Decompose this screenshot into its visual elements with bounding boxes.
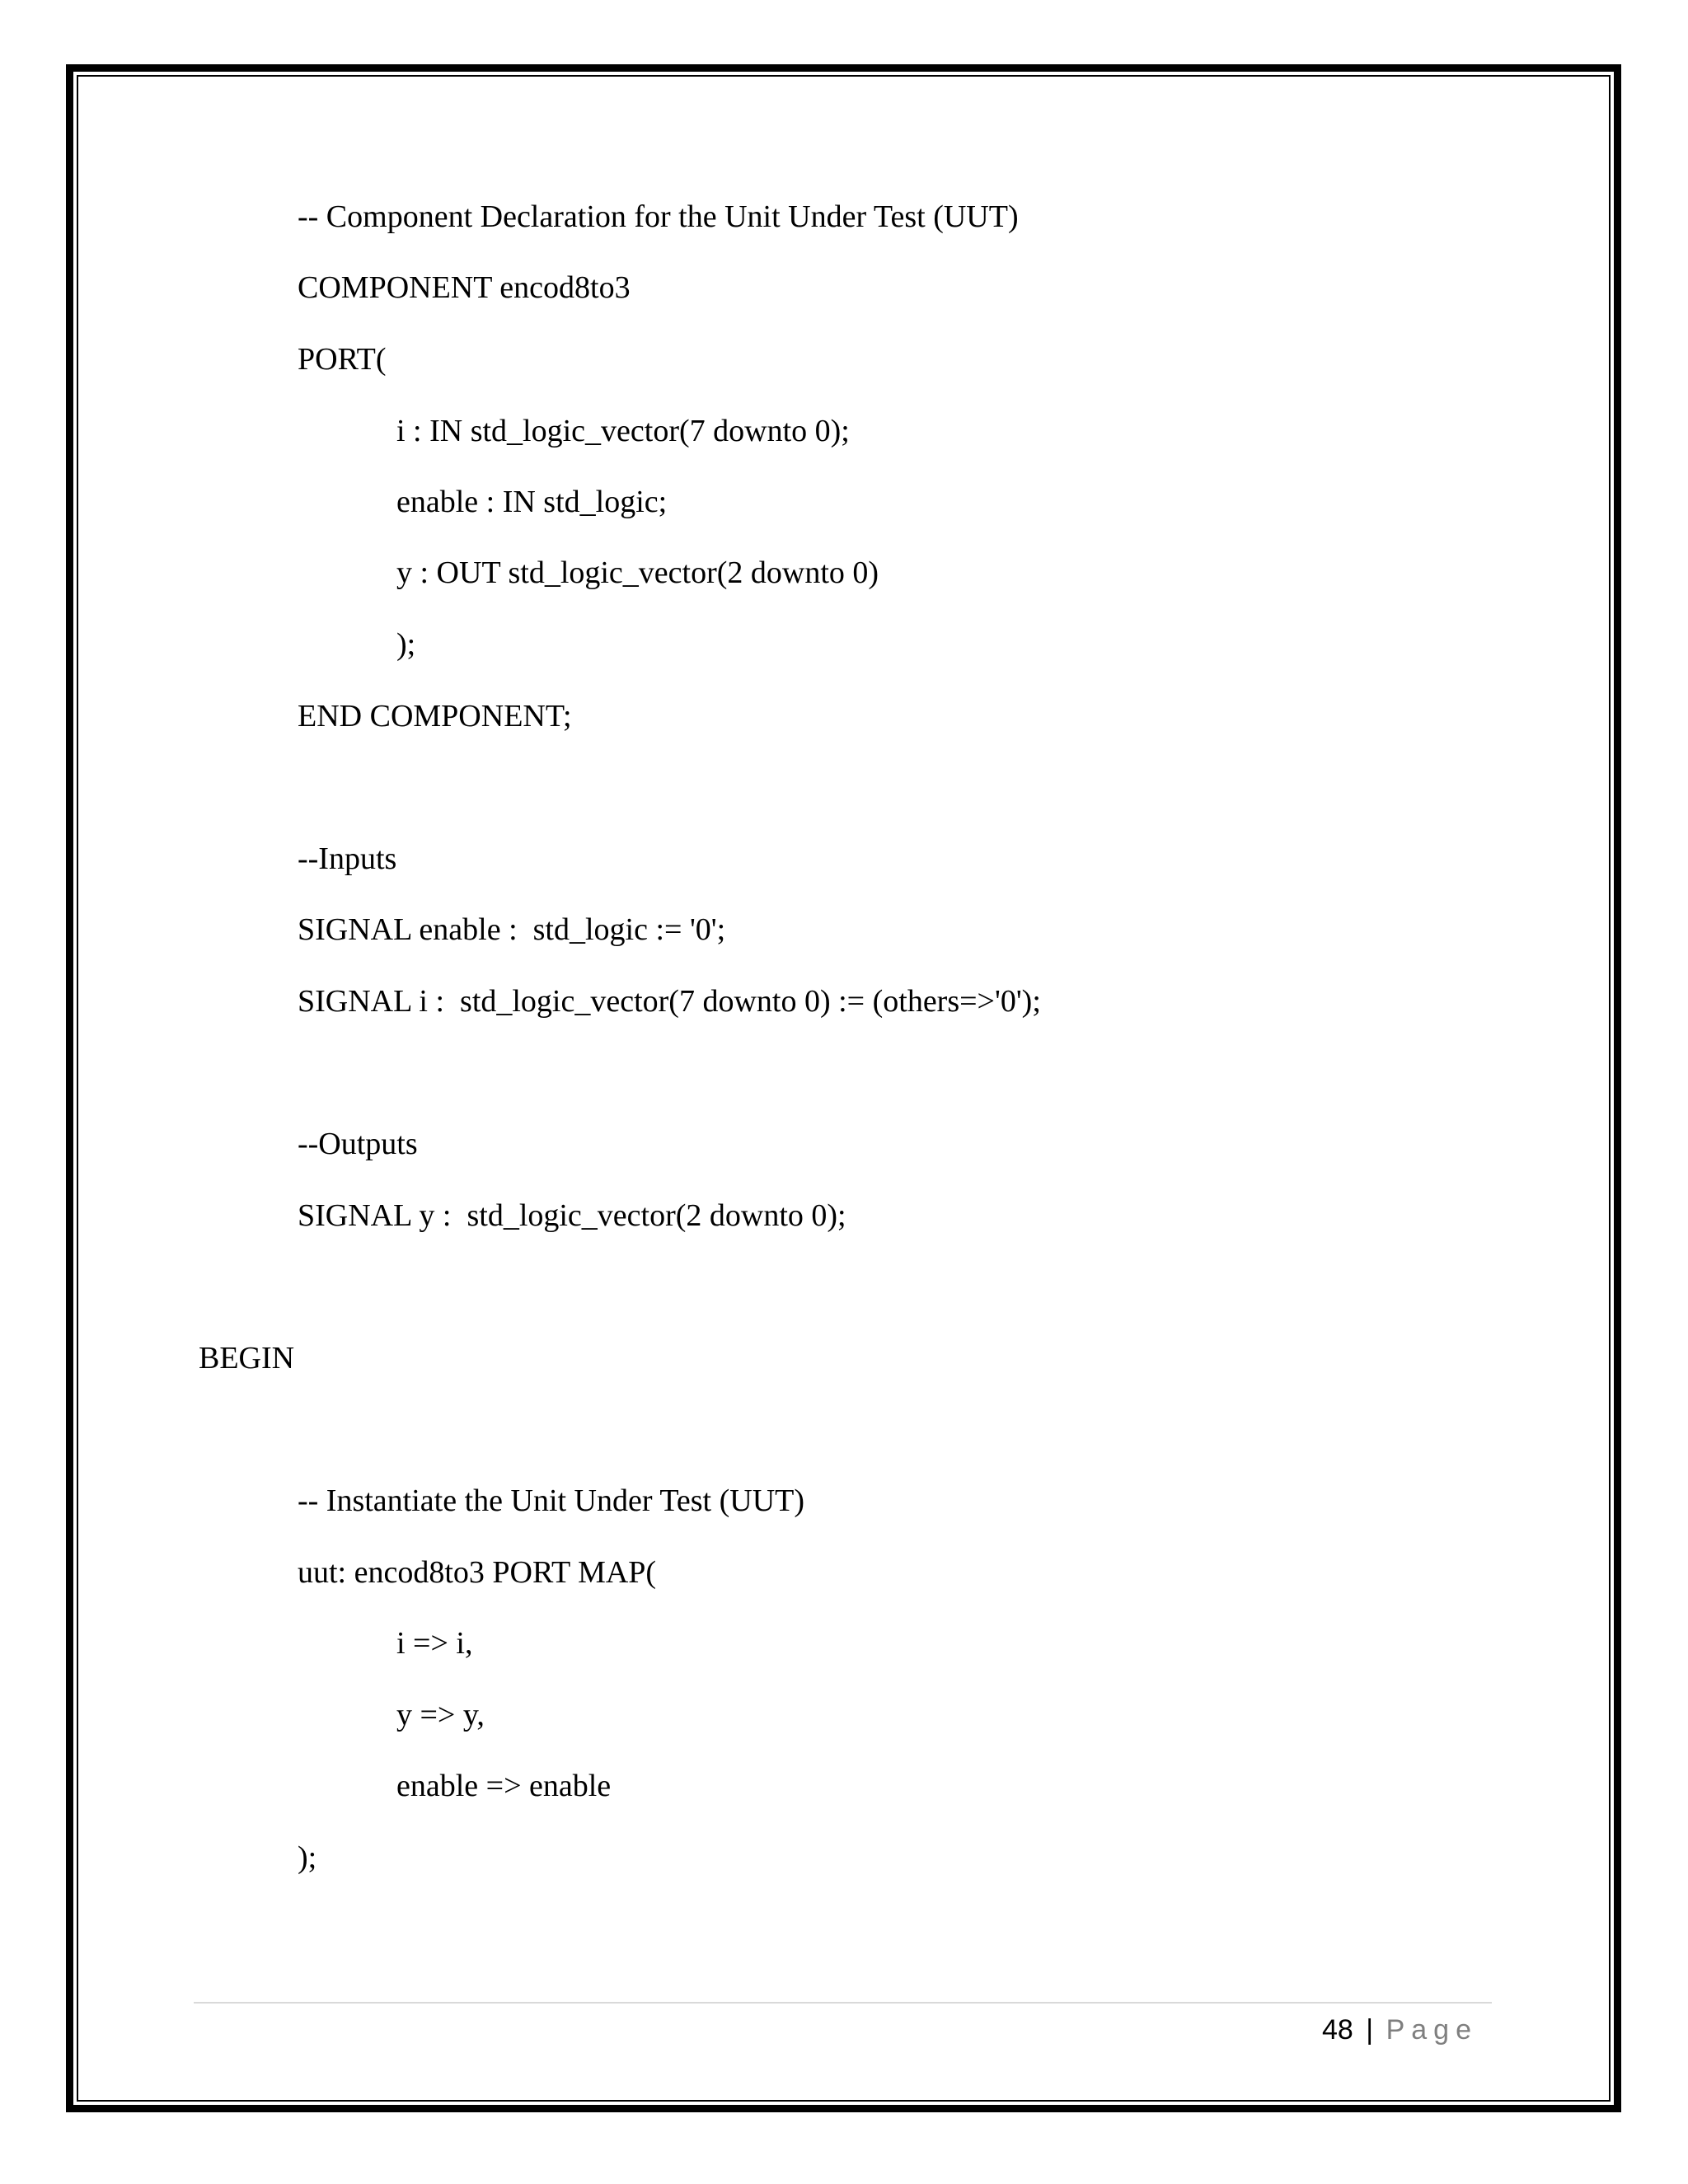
code-line-map-i: i => i, <box>396 1626 473 1661</box>
footer-divider <box>194 2002 1492 2004</box>
code-line-signal-enable: SIGNAL enable : std_logic := '0'; <box>298 912 726 947</box>
page-footer <box>1322 2011 1478 2049</box>
code-line-port-i: i : IN std_logic_vector(7 downto 0); <box>396 414 850 448</box>
code-line-end-component: END COMPONENT; <box>298 699 572 733</box>
code-line-port-map-close: ); <box>298 1840 317 1875</box>
code-line-begin: BEGIN <box>199 1341 295 1376</box>
code-line-signal-y: SIGNAL y : std_logic_vector(2 downto 0); <box>298 1198 846 1233</box>
code-line-port-close: ); <box>396 627 416 662</box>
code-line-comment-outputs: --Outputs <box>298 1127 418 1161</box>
code-line-comment-instantiate: -- Instantiate the Unit Under Test (UUT) <box>298 1483 805 1518</box>
code-line-map-y: y => y, <box>396 1698 485 1732</box>
code-line-port-open: PORT( <box>298 342 387 377</box>
code-line-component: COMPONENT encod8to3 <box>298 270 631 305</box>
footer-separator: | <box>1366 2014 1374 2046</box>
code-line-signal-i: SIGNAL i : std_logic_vector(7 downto 0) := (others=>'0'); <box>298 984 1041 1019</box>
code-line-port-y: y : OUT std_logic_vector(2 downto 0) <box>396 555 879 590</box>
code-line-port-enable: enable : IN std_logic; <box>396 485 668 519</box>
code-line-port-map: uut: encod8to3 PORT MAP( <box>298 1555 657 1590</box>
code-line-comment-component-declaration: -- Component Declaration for the Unit Under Test (UUT) <box>298 199 1019 234</box>
page-label: Page <box>1386 2014 1478 2046</box>
code-line-comment-inputs: --Inputs <box>298 841 397 876</box>
code-line-map-enable: enable => enable <box>396 1769 612 1803</box>
page-number: 48 <box>1322 2014 1353 2046</box>
